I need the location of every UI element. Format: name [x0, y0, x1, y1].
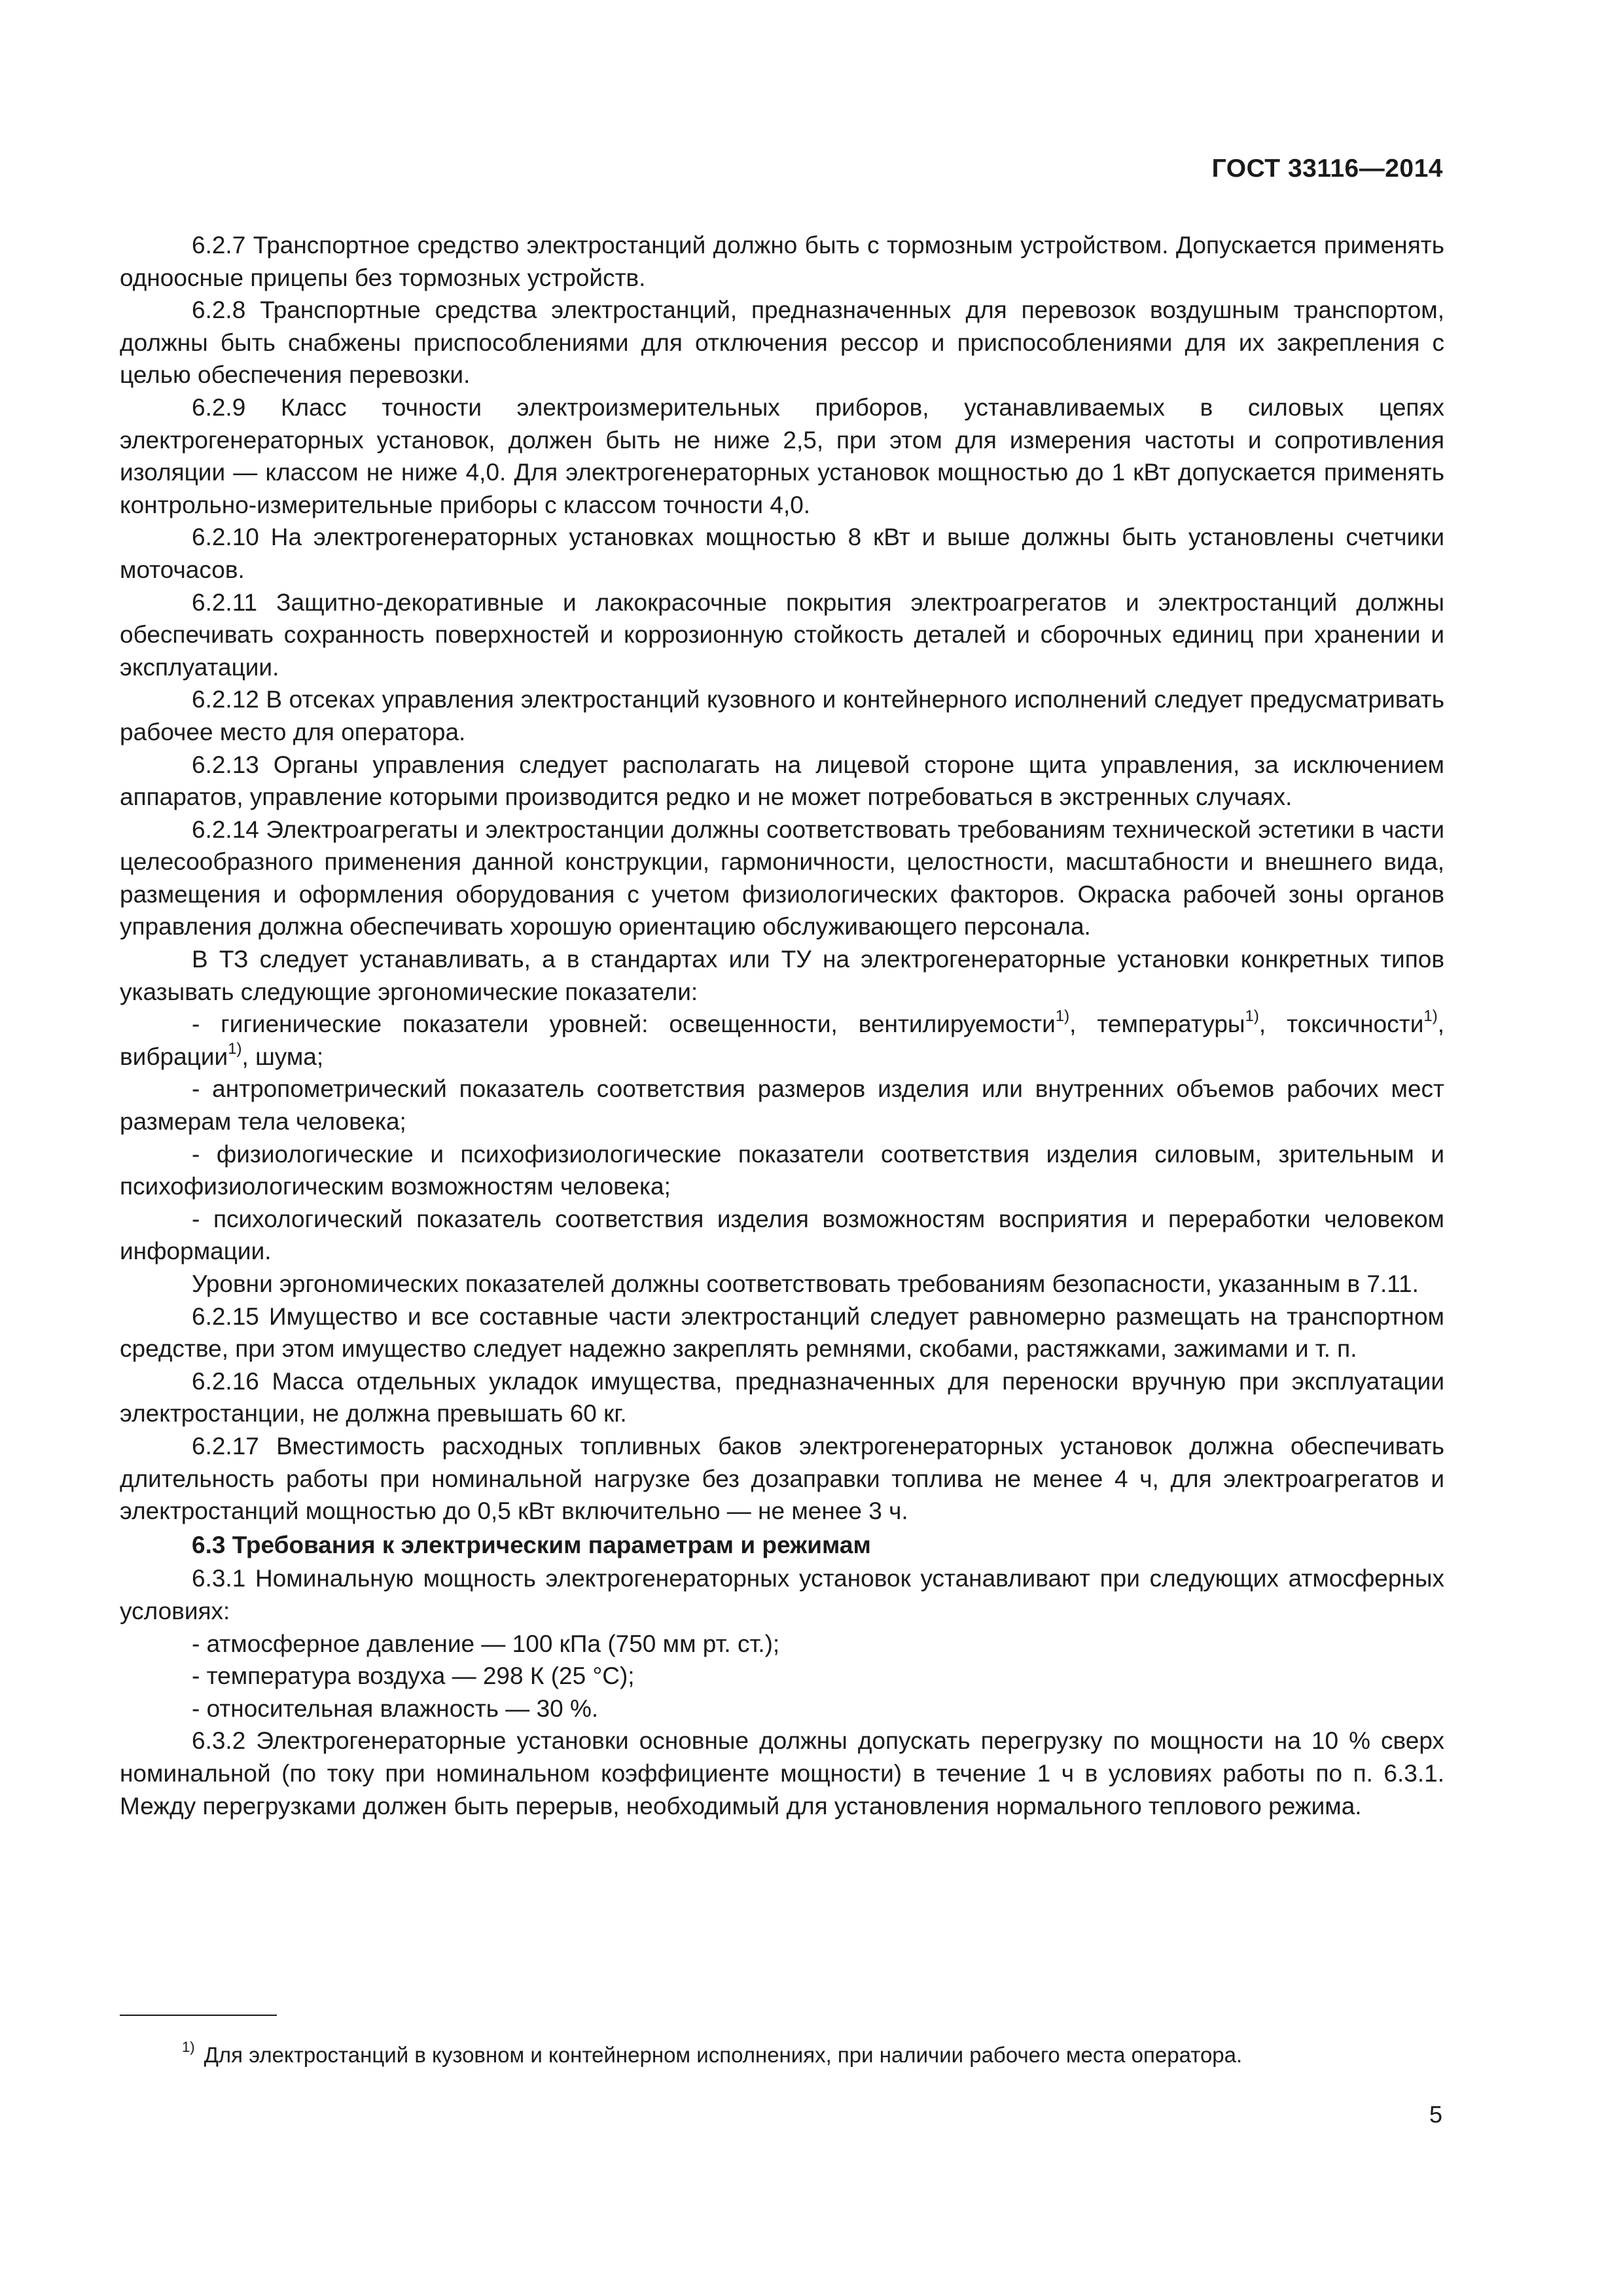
list-item-pressure: - атмосферное давление — 100 кПа (750 мм рт. ст.);: [192, 1630, 780, 1657]
footnote-text: Для электростанций в кузовном и контейнерном исполнениях, при наличии рабочего места оператора.: [204, 2043, 1243, 2067]
paragraph-6-2-17: 6.2.17 Вместимость расходных топливных баков электрогенераторных установок должна обеспечивать длительность работы при номинальной нагрузке без дозаправки топлива не менее 4 ч, для электроагрегатов и электростанций мощностью до 0,5 кВт включительно — не менее 3 ч.: [120, 1432, 1444, 1525]
paragraph-6-2-9: 6.2.9 Класс точности электроизмерительных приборов, устанавливаемых в силовых цепях электрогенераторных установок, должен быть не ниже 2,5, при этом для измерения частоты и сопротивления изоляции — классом не ниже 4,0. Для электрогенераторных установок мощностью до 1 кВт допускается применять контрольно-измерительные приборы с классом точности 4,0.: [120, 393, 1444, 518]
hygiene-text-2: , температуры: [1069, 1011, 1245, 1038]
footnote-divider: [120, 2015, 277, 2016]
footnote-ref: 1): [1423, 1007, 1438, 1025]
footnote-ref: 1): [1245, 1007, 1259, 1025]
footnote: [182, 2039, 1243, 2068]
document-header: ГОСТ 33116—2014: [1211, 154, 1443, 183]
list-item-anthropometric: - антропометрический показатель соответствия размеров изделия или внутренних объемов рабочих мест размерам тела человека;: [120, 1075, 1444, 1136]
section-heading-6-3: 6.3 Требования к электрическим параметрам и режимам: [192, 1531, 871, 1558]
list-item-hygiene: [120, 1008, 1444, 1073]
paragraph-6-2-10: 6.2.10 На электрогенераторных установках мощностью 8 кВт и выше должны быть установлены счетчики моточасов.: [120, 524, 1444, 583]
paragraph-6-2-8: 6.2.8 Транспортные средства электростанций, предназначенных для перевозок воздушным транспортом, должны быть снабжены приспособлениями для отключения рессор и приспособлениями для их закрепления с целью обеспечения перевозки.: [120, 296, 1444, 389]
paragraph-6-2-12: 6.2.12 В отсеках управления электростанций кузовного и контейнерного исполнений следует предусматривать рабочее место для оператора.: [120, 686, 1444, 745]
list-item-physiological: - физиологические и психофизиологические показатели соответствия изделия силовым, зрительным и психофизиологическим возможностям человека;: [120, 1140, 1444, 1200]
paragraph-6-2-11: 6.2.11 Защитно-декоративные и лакокрасочные покрытия электроагрегатов и электростанций должны обеспечивать сохранность поверхностей и коррозионную стойкость деталей и сборочных единиц при хранении и эксплуатации.: [120, 588, 1444, 681]
paragraph-6-2-15: 6.2.15 Имущество и все составные части электростанций следует равномерно размещать на транспортном средстве, при этом имущество следует надежно закреплять ремнями, скобами, растяжками, зажимами и т. п.: [120, 1302, 1444, 1363]
page-number: 5: [1429, 2101, 1442, 2128]
document-body: [120, 229, 1444, 1822]
paragraph-ergonomic-levels: Уровни эргономических показателей должны соответствовать требованиям безопасности, указанным в 7.11.: [192, 1270, 1419, 1297]
hygiene-text-5: , шума;: [241, 1043, 324, 1070]
footnote-ref: 1): [228, 1039, 242, 1058]
paragraph-ergonomic-intro: В ТЗ следует устанавливать, а в стандартах или ТУ на электрогенераторные установки конкретных типов указывать следующие эргономические показатели:: [120, 946, 1444, 1005]
paragraph-6-2-7: 6.2.7 Транспортное средство электростанций должно быть с тормозным устройством. Допускается применять одноосные прицепы без тормозных устройств.: [120, 232, 1444, 291]
footnote-mark: 1): [182, 2039, 195, 2055]
paragraph-6-2-13: 6.2.13 Органы управления следует располагать на лицевой стороне щита управления, за исключением аппаратов, управление которыми производится редко и не может потребоваться в экстренных случаях.: [120, 751, 1444, 811]
paragraph-6-2-16: 6.2.16 Масса отдельных укладок имущества, предназначенных для переноски вручную при эксплуатации электростанции, не должна превышать 60 кг.: [120, 1367, 1444, 1427]
paragraph-6-3-2: 6.3.2 Электрогенераторные установки основные должны допускать перегрузку по мощности на 10 % сверх номинальной (по току при номинальном коэффициенте мощности) в течение 1 ч в условиях работы по п. 6.3.1. Между перегрузками должен быть перерыв, необходимый для установления нормального теплового режима.: [120, 1727, 1444, 1820]
paragraph-6-3-1: 6.3.1 Номинальную мощность электрогенераторных установок устанавливают при следующих атмосферных условиях:: [120, 1565, 1444, 1624]
hygiene-text-1: - гигиенические показатели уровней: освещенности, вентилируемости: [192, 1011, 1056, 1038]
hygiene-text-4: , вибрации: [120, 1011, 1444, 1070]
paragraph-6-2-14: 6.2.14 Электроагрегаты и электростанции должны соответствовать требованиям технической эстетики в части целесообразного применения данной конструкции, гармоничности, целостности, масштабности и внешнего вида, размещения и оформления оборудования с учетом физиологических факторов. Окраска рабочей зоны органов управления должна обеспечивать хорошую ориентацию обслуживающего персонала.: [120, 816, 1444, 941]
hygiene-text-3: , токсичности: [1258, 1011, 1424, 1038]
list-item-humidity: - относительная влажность — 30 %.: [192, 1695, 599, 1722]
footnote-ref: 1): [1055, 1007, 1070, 1025]
list-item-temperature: - температура воздуха — 298 К (25 °С);: [192, 1662, 635, 1690]
list-item-psychological: - психологический показатель соответствия изделия возможностям восприятия и переработки человеком информации.: [120, 1205, 1444, 1265]
